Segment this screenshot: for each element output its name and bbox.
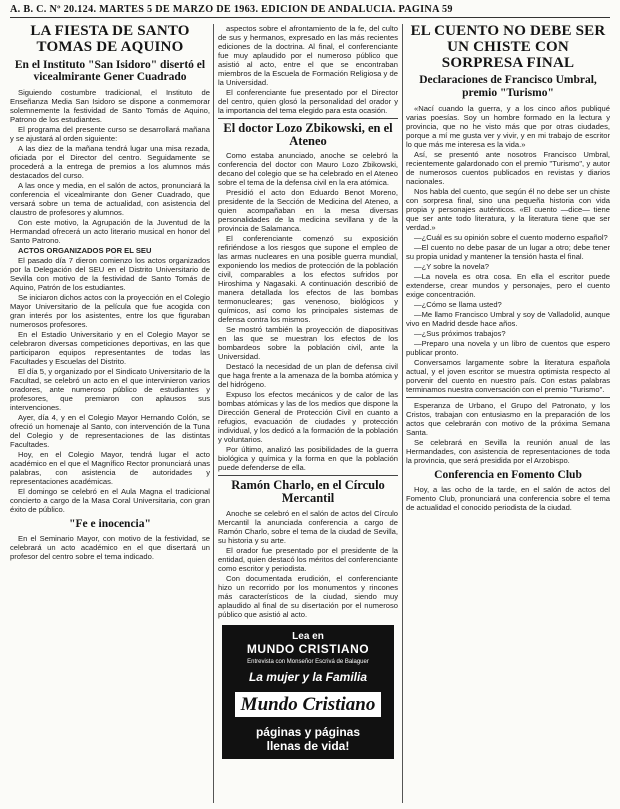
column-middle	[218, 24, 398, 805]
paragraph: Destacó la necesidad de un plan de defensa civil que haga frente a la amenaza de la bomba atómica y del hidrógeno.	[218, 362, 398, 390]
subhead-fomento-club: Conferencia en Fomento Club	[434, 468, 582, 481]
ad-line: páginas y páginas	[255, 724, 361, 739]
section-title-seu: ACTOS ORGANIZADOS POR EL SEU	[18, 245, 152, 255]
article-cuento	[406, 104, 610, 465]
paragraph: —El cuento no debe pasar de un lugar a otro; debe tener su propia unidad y mantener la tensión hasta el final.	[406, 242, 610, 261]
paragraph: Se iniciaron dichos actos con la proyección en el Colegio Mayor Universitario de la película que fue acogida con gran interés por los asistentes, entre los que figuraban numerosos profesores.	[10, 292, 210, 329]
paragraph: Hoy, a las ocho de la tarde, en el salón de actos del Fomento Club, pronunciará una conferencia sobre el tema de actualidad el conocido periodista de la ciudad.	[406, 485, 610, 513]
paragraph: —¿Cómo se llama usted?	[414, 299, 502, 309]
ad-line: Entrevista con Monseñor Escrivá de Balaguer	[247, 658, 369, 665]
paragraph: Nos habla del cuento, que según él no debe ser un chiste con sorpresa final, sino una pequeña historia con vida propia y personajes auténticos. «El cuento —dice— tiene que ser ante todo literatura, y la literatura tiene que ser verdad.»	[406, 186, 610, 232]
ad-title: MUNDO CRISTIANO	[246, 641, 370, 656]
ad-logo: Mundo Cristiano	[235, 692, 382, 717]
paragraph: Ayer, día 4, y en el Colegio Mayor Hernando Colón, se ofreció un homenaje al Santo, con intervención de la Tuna del Colegio y de representaciones de las distintas Facultades.	[10, 412, 210, 449]
article-circulo-mercantil	[218, 509, 398, 619]
paragraph: —Preparo una novela y un libro de cuentos que espero publicar pronto.	[406, 338, 610, 357]
paragraph: El domingo se celebró en el Aula Magna el tradicional concierto a cargo de la Masa Coral Universitaria, con gran éxito de público.	[10, 486, 210, 514]
column-right	[406, 24, 610, 805]
article-fe-inocencia	[10, 534, 210, 561]
paragraph: Se mostró también la proyección de diapositivas en las que se muestran los efectos de los bombardeos sobre la población civil, ante la Universidad.	[218, 325, 398, 362]
advertisement-mundo-cristiano	[222, 625, 394, 759]
paragraph: El día 5, y organizado por el Sindicato Universitario de la Facultad, se celebró un acto en el que intervinieron varios oradores, ante numeroso público de estudiantes y profesores, que premiaron con aplausos sus intervenciones.	[10, 366, 210, 412]
section-divider	[406, 397, 610, 398]
ad-line: Lea en	[292, 630, 324, 642]
paragraph: Como estaba anunciado, anoche se celebró la conferencia del doctor con Mauro Lozo Zbikowski, decano del colegio que se ha celebrado en el Ateneo sobre el tema de la defensa civil en la era atómica.	[218, 151, 398, 188]
headline-ramon-charlo: Ramón Charlo, en el Círculo Mercantil	[231, 478, 385, 506]
paragraph: Con este motivo, la Agrupación de la Juventud de la Hermandad ofrecerá un acto literario musical en honor del Santo Patrono.	[10, 217, 210, 245]
paragraph: El orador fue presentado por el presidente de la entidad, quien destacó los méritos del conferenciante como escritor y periodista.	[218, 545, 398, 573]
ad-line: llenas de vida!	[266, 738, 350, 753]
paragraph: Por último, analizó las posibilidades de la guerra biológica y química y la forma en que la población puede defenderse de ella.	[218, 445, 398, 473]
paragraph: Se celebrará en Sevilla la reunión anual de las Hermandades, con asistencia de representaciones de toda la provincia, que será presidida por el Arzobispo.	[406, 437, 610, 465]
article-santo-tomas	[10, 88, 210, 514]
column-divider	[402, 24, 403, 803]
paragraph: —Me llamo Francisco Umbral y soy de Valladolid, aunque vivo en Madrid desde hace años.	[406, 309, 610, 328]
paragraph: El programa del presente curso se desarrollará mañana y se ajustará al orden siguiente:	[10, 124, 210, 143]
paragraph: —¿Y sobre la novela?	[414, 261, 489, 271]
paragraph: Esperanza de Urbano, el Grupo del Patronato, y los Cristos, trabajan con entusiasmo en la preparación de los actos que celebrarán con motivo de la próxima Semana Santa.	[406, 400, 610, 437]
section-divider	[218, 118, 398, 119]
paragraph: «Nací cuando la guerra, y a los cinco años publiqué varias poesías. Soy un hombre formado en la lectura y provincia, que no he visto más que por otras ciudades, porque a mí me gusta ver y vivir, y en mi trabajo de escritor lo que más me interesa es la vida.»	[406, 103, 610, 149]
paragraph: Siguiendo costumbre tradicional, el Instituto de Enseñanza Media San Isidoro se dispone a conmemorar solemnemente la festividad de Santo Tomás de Aquino, Patrono de los estudiantes.	[10, 87, 210, 124]
paragraph: El conferenciante comenzó su exposición refiriéndose a los riesgos que supone el empleo de las armas nucleares en una posible guerra mundial, exponiendo los medios de protección de la población civil, comparables a los efectos sufridos por Hiroshima y Nagasaki. A continuación describió de manera detallada los efectos de las bombas termonucleares; gas venenoso, biológicos y químicos, así como los principales sistemas de defensa contra los mismos.	[218, 234, 398, 325]
article-ateneo	[218, 151, 398, 472]
subhead-instituto: En el Instituto "San Isidoro" disertó el vicealmirante Gener Cuadrado	[14, 58, 206, 84]
column-left	[10, 24, 210, 805]
paragraph: Conversamos largamente sobre la literatura española actual, y el joven escritor se muestra optimista respecto al porvenir del cuento en nuestro país. Con estas palabras terminamos nuestra conversación con el premio "Turismo".	[406, 357, 610, 394]
paragraph: Presidió el acto don Eduardo Benot Moreno, presidente de la Sección de Medicina del Ateneo, a quien acompañaban en la mesa diversas personalidades de la medicina sevillana y de la provincia de Salamanca.	[218, 188, 398, 234]
paragraph: Hoy, en el Colegio Mayor, tendrá lugar el acto académico en el que el Magnífico Rector pronunciará unas palabras, con asistencia de autoridades y representaciones académicas.	[10, 449, 210, 486]
paragraph: En el Seminario Mayor, con motivo de la festividad, se celebrará un acto académico en el que disertará un profesor del centro sobre el tema indicado.	[10, 534, 210, 562]
ad-line: La mujer y la Familia	[248, 669, 368, 684]
running-head: A. B. C. Nº 20.124. MARTES 5 DE MARZO DE 1963. EDICION DE ANDALUCIA. PAGINA 59	[10, 4, 610, 18]
paragraph: aspectos sobre el afrontamiento de la fe, del culto de sus y hermanos, expresado en las más recientes ediciones de la doctrina. Al final, el conferenciante fue muy aplaudido por el numeroso público que asistió al acto, entre el que se encontraban miembros de la Escuela de Formación Religiosa y de la Universidad.	[218, 24, 398, 87]
paragraph: Así, se presentó ante nosotros Francisco Umbral, recientemente galardonado con el premio "Turismo", y autor de numerosos cuentos publicados en revistas y diarios nacionales.	[406, 149, 610, 186]
paragraph: Expuso los efectos mecánicos y de calor de las bombas atómicas y las de los medios que dispone la Dirección General de Protección Civil en cuanto a refugios, evacuación de ciudades y protección individual, y los dedicó a la formación de la población y voluntarios.	[218, 390, 398, 445]
paragraph: Anoche se celebró en el salón de actos del Círculo Mercantil la anunciada conferencia a cargo de Ramón Charlo, sobre el tema de la ciudad de Sevilla, su historia y su arte.	[218, 508, 398, 545]
paragraph: En el Estadio Universitario y en el Colegio Mayor se celebraron diversas competiciones deportivas, en las que participaron equipos representantes de todas las Facultades y Escuelas del Distrito.	[10, 329, 210, 366]
paragraph: —La novela es otra cosa. En ella el escritor puede extenderse, crear mundos y personajes, pero el cuento exige concentración.	[406, 271, 610, 299]
headline-cuento: EL CUENTO NO DEBE SER UN CHISTE CON SORPRESA FINAL	[410, 24, 606, 71]
column-divider	[213, 24, 214, 803]
subhead-fe-inocencia: "Fe e inocencia"	[69, 517, 151, 530]
paragraph: El pasado día 7 dieron comienzo los actos organizados por la Delegación del SEU en el Distrito Universitario de Sevilla con motivo de la festividad de Santo Tomás de Aquino, Patrón de los estudiantes.	[10, 255, 210, 292]
section-divider	[218, 475, 398, 476]
paragraph: —¿Cuál es su opinión sobre el cuento moderno español?	[414, 232, 608, 242]
article-continuation	[218, 24, 398, 115]
headline-santo-tomas: LA FIESTA DE SANTO TOMAS DE AQUINO	[30, 24, 190, 55]
subhead-umbral: Declaraciones de Francisco Umbral, premio "Turismo"	[419, 74, 597, 99]
paragraph: Con documentada erudición, el conferenciante hizo un recorrido por los monumentos y rincones más característicos de la ciudad, siendo muy aplaudido al final de su disertación por el numeroso público que asistió al acto.	[218, 573, 398, 619]
paragraph: —¿Sus próximos trabajos?	[414, 328, 506, 338]
headline-lozo-zbikowski: El doctor Lozo Zbikowski, en el Ateneo	[223, 121, 393, 149]
article-fomento-club	[406, 485, 610, 512]
paragraph: A las diez de la mañana tendrá lugar una misa rezada, oficiada por el Director del centro. Seguidamente se procederá a la entrega de premios a los alumnos más destacados del curso.	[10, 143, 210, 180]
paragraph: El conferenciante fue presentado por el Director del centro, quien glosó la personalidad del orador y la importancia del tema elegido para esta ocasión.	[218, 88, 398, 115]
paragraph: A las once y media, en el salón de actos, pronunciará la conferencia el vicealmirante don Gener Cuadrado, que versará sobre un tema de actualidad, con asistencia del claustro de profesores y alumnos.	[10, 180, 210, 217]
